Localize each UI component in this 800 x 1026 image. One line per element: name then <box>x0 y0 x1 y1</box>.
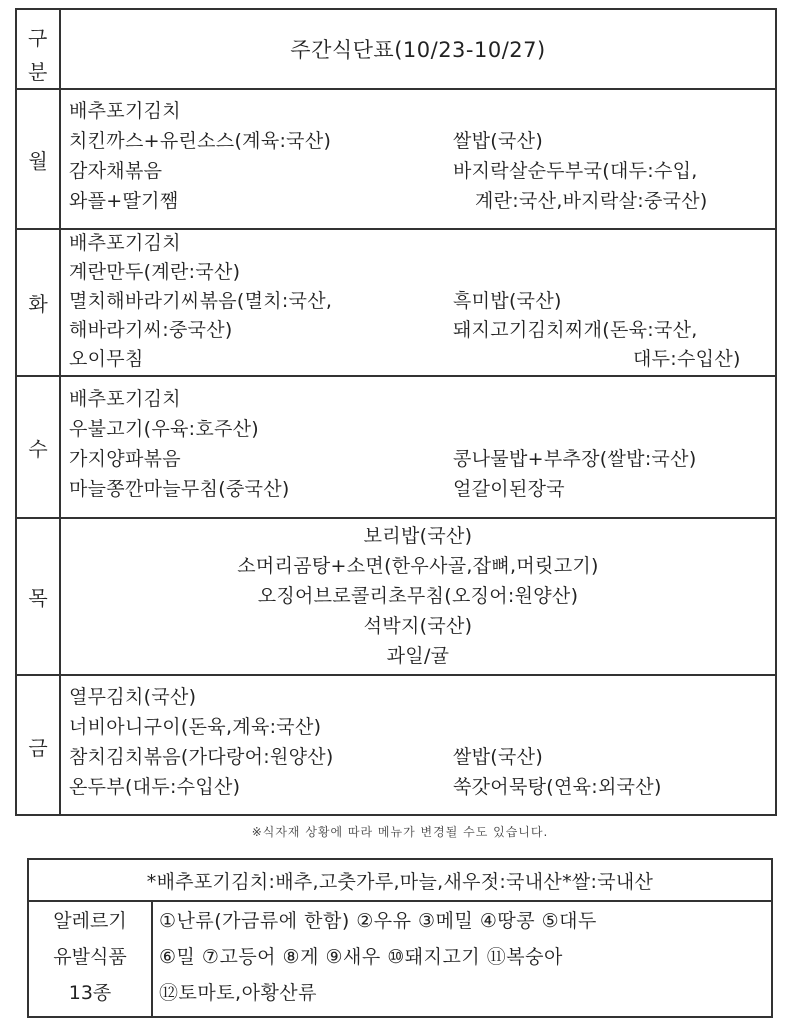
allergen-list: ⑥밀 ⑦고등어 ⑧게 ⑨새우 ⑩돼지고기 ⑪복숭아 <box>159 946 563 968</box>
menu-item: 얼갈이된장국 <box>453 478 565 500</box>
menu-item: 참치김치볶음(가다랑어:원양산) <box>69 746 334 768</box>
menu-item: 해바라기씨:중국산) <box>69 319 233 341</box>
column-divider <box>151 900 153 1016</box>
menu-item: 우불고기(우육:호주산) <box>69 418 260 440</box>
allergy-table <box>27 858 773 1018</box>
change-notice: ※식자재 상황에 따라 메뉴가 변경될 수도 있습니다. <box>251 825 549 839</box>
menu-item: 멸치해바라기씨볶음(멸치:국산, <box>69 290 333 312</box>
column-divider <box>59 10 61 814</box>
menu-item: 감자채볶음 <box>69 160 163 182</box>
menu-item: 마늘쫑깐마늘무침(중국산) <box>69 478 290 500</box>
menu-item: 쌀밥(국산) <box>453 130 544 152</box>
menu-item: 쑥갓어묵탕(연육:외국산) <box>453 776 662 798</box>
allergy-label: 유발식품 <box>53 946 127 968</box>
gubun-char-2: 분 <box>28 60 48 84</box>
menu-item: 배추포기김치 <box>69 100 181 122</box>
gubun-header <box>17 10 59 88</box>
menu-title: 주간식단표(10/23-10/27) <box>290 38 546 62</box>
menu-item: 과일/귤 <box>386 645 450 667</box>
day-label-fri: 금 <box>28 735 48 760</box>
day-label-wed: 수 <box>28 436 48 461</box>
menu-item: 치킨까스+유린소스(계육:국산) <box>69 130 332 152</box>
menu-item: 배추포기김치 <box>69 388 181 410</box>
row-divider <box>17 375 775 377</box>
menu-item: 열무김치(국산) <box>69 686 197 708</box>
menu-item: 소머리곰탕+소면(한우사골,잡뼈,머릿고기) <box>237 555 599 577</box>
menu-item: 배추포기김치 <box>69 232 181 254</box>
allergy-label: 알레르기 <box>53 910 127 932</box>
row-divider <box>17 517 775 519</box>
allergen-list: ⑫토마토,아황산류 <box>159 982 318 1004</box>
day-label-mon: 월 <box>28 148 48 173</box>
menu-item: 바지락살순두부국(대두:수입, <box>453 160 698 182</box>
row-divider <box>17 88 775 90</box>
menu-item: 보리밥(국산) <box>363 525 473 547</box>
menu-item: 대두:수입산) <box>633 348 741 370</box>
weekly-menu-table <box>15 8 777 816</box>
menu-item: 가지양파볶음 <box>69 448 181 470</box>
gubun-char-1: 구 <box>28 26 48 50</box>
menu-item: 석박지(국산) <box>363 615 473 637</box>
menu-item: 오이무침 <box>69 348 144 370</box>
menu-item: 계란:국산,바지락살:중국산) <box>475 190 708 212</box>
origin-info: *배추포기김치:배추,고춧가루,마늘,새우젓:국내산*쌀:국내산 <box>146 870 654 893</box>
menu-item: 돼지고기김치찌개(돈육:국산, <box>453 319 698 341</box>
day-label-tue: 화 <box>28 292 48 316</box>
menu-item: 오징어브로콜리초무침(오징어:원양산) <box>257 585 579 607</box>
day-label-thu: 목 <box>28 586 48 610</box>
menu-item: 흑미밥(국산) <box>453 290 562 312</box>
menu-item: 온두부(대두:수입산) <box>69 776 241 798</box>
menu-item: 계란만두(계란:국산) <box>69 261 241 283</box>
row-divider <box>17 674 775 676</box>
menu-item: 콩나물밥+부추장(쌀밥:국산) <box>453 448 697 470</box>
row-divider <box>29 900 771 902</box>
menu-item: 와플+딸기쨈 <box>69 190 179 212</box>
allergen-list: ①난류(가금류에 한함) ②우유 ③메밀 ④땅콩 ⑤대두 <box>159 910 597 932</box>
row-divider <box>17 228 775 230</box>
menu-item: 너비아니구이(돈육,계육:국산) <box>69 716 322 738</box>
allergy-label: 13종 <box>68 982 112 1004</box>
menu-item: 쌀밥(국산) <box>453 746 544 768</box>
